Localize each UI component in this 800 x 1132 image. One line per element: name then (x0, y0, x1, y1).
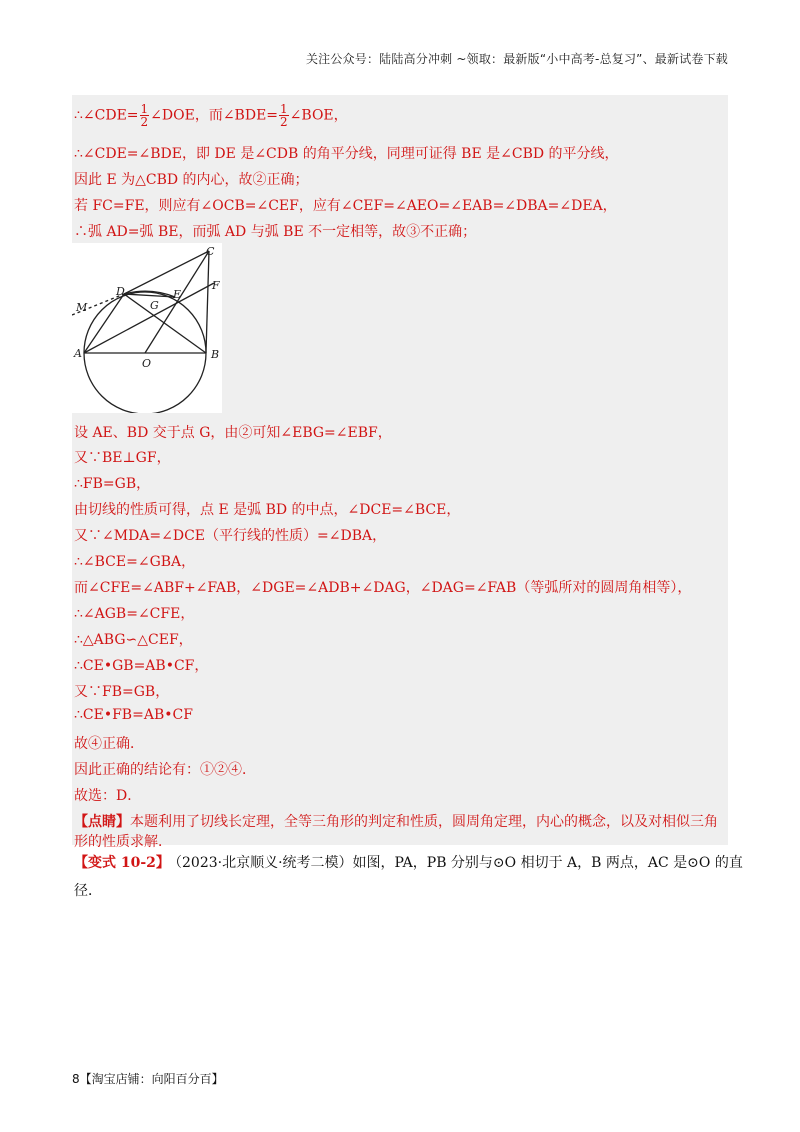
solution-line: 因此 E 为△CBD 的内心，故②正确； (74, 172, 309, 188)
tangent-bc (206, 251, 209, 353)
page-header: 关注公众号：陆陆高分冲刺 ~领取：最新版“小中高考-总复习”、最新试卷下载 (305, 52, 728, 66)
comment-tag: 【点睛】 (74, 814, 130, 830)
solution-line: ∴CE•FB=AB•CF (74, 707, 193, 723)
line1-part-c: ∠BOE， (289, 107, 348, 124)
label-e: E (173, 288, 182, 301)
segment-db (124, 294, 206, 353)
solution-line: 又∵BE⊥GF， (74, 450, 171, 466)
solution-line: 故选：D． (74, 788, 142, 804)
solution-line: 因此正确的结论有：①②④． (74, 762, 256, 778)
label-m: M (76, 301, 88, 314)
comment-line-1 (74, 811, 718, 831)
label-g: G (150, 299, 159, 312)
solution-line: ∴∠BCE=∠GBA， (74, 554, 196, 570)
label-b: B (211, 348, 220, 361)
solution-line: 故④正确． (74, 736, 144, 752)
fraction-half-1: $\frac{1}{2}$ (140, 102, 149, 129)
solution-line: ∴弧 AD=弧 BE，而弧 AD 与弧 BE 不一定相等，故③不正确； (74, 224, 477, 240)
page-footer: 8【淘宝店铺：向阳百分百】 (72, 1072, 224, 1086)
question-text: （2023·北京顺义·统考二模）如图，PA，PB 分别与⊙O 相切于 A，B 两点，AC 是⊙O 的直 (168, 855, 743, 871)
segment-ad (84, 294, 124, 353)
label-d: D (116, 285, 125, 298)
label-a: A (74, 347, 82, 360)
question-tag: 【变式 10-2】 (74, 855, 170, 871)
solution-line-1 (74, 103, 348, 128)
solution-line: ∴CE•GB=AB•CF， (74, 658, 209, 674)
solution-line: 若 FC=FE，则应有∠OCB=∠CEF，应有∠CEF=∠AEO=∠EAB=∠DBA=∠DEA， (74, 198, 617, 214)
solution-line: 而∠CFE=∠ABF+∠FAB，∠DGE=∠ADB+∠DAG，∠DAG=∠FAB（等弧所对的圆周角相等）， (74, 580, 692, 596)
label-f: F (212, 279, 220, 292)
question-text-cont: 径． (74, 883, 102, 899)
line1-part-b: ∠DOE，而∠BDE= (150, 107, 279, 124)
circle-tangent-diagram (72, 243, 222, 413)
fraction-half-2: $\frac{1}{2}$ (280, 102, 288, 129)
label-o: O (142, 357, 152, 370)
label-c: C (206, 245, 215, 258)
solution-line: 又∵FB=GB， (74, 684, 170, 700)
geometry-figure (72, 243, 222, 413)
solution-line: ∴△ABG∽△CEF， (74, 632, 193, 648)
solution-line: ∴∠AGB=∠CFE， (74, 606, 195, 622)
comment-text-1: 本题利用了切线长定理，全等三角形的判定和性质，圆周角定理，内心的概念，以及对相似三角 (130, 814, 718, 830)
solution-line: ∴FB=GB， (74, 476, 151, 492)
solution-line: ∴∠CDE=∠BDE，即 DE 是∠CDB 的角平分线，同理可证得 BE 是∠CBD 的平分线， (74, 146, 619, 162)
solution-line: 设 AE、BD 交于点 G，由②可知∠EBG=∠EBF， (74, 425, 392, 441)
line1-part-a: ∴∠CDE= (74, 107, 139, 124)
solution-line: 又∵∠MDA=∠DCE（平行线的性质）=∠DBA， (74, 528, 387, 544)
comment-line-2: 形的性质求解． (74, 834, 172, 850)
solution-line: 由切线的性质可得，点 E 是弧 BD 的中点，∠DCE=∠BCE， (74, 502, 461, 518)
